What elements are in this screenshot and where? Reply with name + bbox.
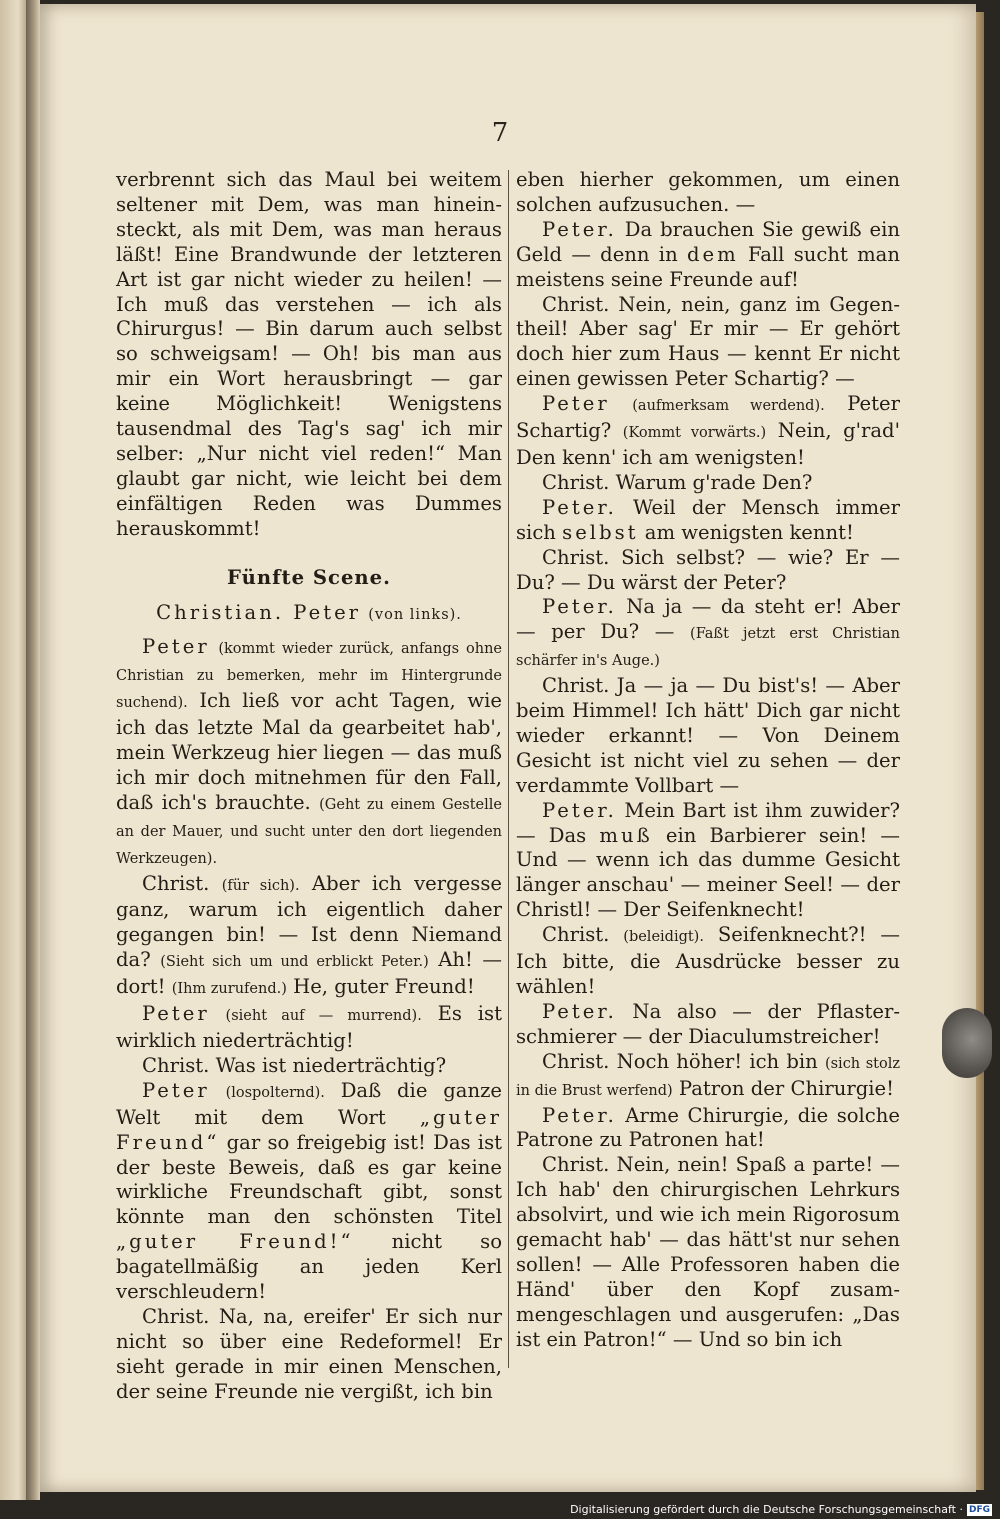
speech-text: Nein, nein, ganz im Gegentheil! Aber sag' Er mir — Er gehört doch hier zum Haus — kennt Er nicht einen gewissen Peter Schartig? — bbox=[516, 292, 900, 391]
speech-text: Aber ich vergesse ganz, warum ich eigentlich daher gegangen bin! — Ist denn Niemand da? bbox=[116, 871, 502, 972]
speaker-name: Christ. bbox=[142, 871, 210, 895]
speech-christ bbox=[516, 674, 900, 799]
previous-page-edge bbox=[0, 0, 26, 1500]
speech-text: Noch höher! ich bin bbox=[616, 1049, 818, 1073]
scene-heading: Fünfte Scene. bbox=[227, 565, 391, 589]
speech-peter bbox=[116, 635, 502, 871]
page-clip bbox=[942, 1008, 992, 1078]
speech-text: Was ist niederträchtig? bbox=[215, 1053, 447, 1077]
stage-direction: (aufmerksam werdend). bbox=[632, 398, 825, 415]
stage-direction: (sich stolz in die Brust werfend) bbox=[516, 1055, 900, 1099]
right-column bbox=[516, 168, 900, 1353]
cast-names: Christian. Peter bbox=[156, 600, 362, 624]
speech-text: Ja — ja — Du bist's! — Aber beim Himmel! Ich hätt' Dich gar nicht wieder erkannt! — Von Deinem Gesicht ist nicht viel zu sehen — der verdammte Vollbart — bbox=[516, 674, 900, 797]
speech-text: Daß die ganze Welt mit dem Wort bbox=[116, 1078, 502, 1129]
stage-direction: (beleidigt). bbox=[623, 929, 704, 946]
speaker-name: Peter. bbox=[542, 217, 617, 241]
speech-peter bbox=[116, 1079, 502, 1305]
speech-text: Ah! — dort! bbox=[116, 948, 503, 999]
stage-direction: (von links). bbox=[368, 606, 462, 623]
speaker-name: Peter bbox=[142, 635, 210, 659]
speech-text: nicht so bagatellmäßig an jeden Kerl verschleudern! bbox=[116, 1230, 502, 1304]
speech-text: Nein, nein! Spaß a parte! — Ich hab' den chirurgischen Lehrkurs absolvirt, und wie ich mein Rigorosum gemacht hab' — das hätt'st nur sehen sollen! — Alle Professoren haben die Händ' über den Kopf zusammengeschlagen und ausgerufen: „Das ist ein Patron!“ — Und so bin ich bbox=[516, 1153, 900, 1351]
speech-text: Nein, g'rad' Den kenn' ich am wenigsten! bbox=[516, 419, 900, 469]
speech-christ bbox=[116, 1054, 502, 1079]
digitization-credit bbox=[570, 1500, 992, 1519]
emphasis: selbst bbox=[562, 520, 639, 544]
speech-peter bbox=[516, 392, 900, 471]
speech-text: am wenigsten kennt! bbox=[644, 520, 854, 544]
speech-peter bbox=[516, 1000, 900, 1050]
speaker-name: Christ. bbox=[542, 674, 610, 698]
speech-christ bbox=[116, 872, 502, 1003]
speaker-name: Peter bbox=[142, 1002, 210, 1026]
speaker-name: Christ. bbox=[142, 1304, 210, 1328]
left-column bbox=[116, 168, 502, 1405]
stage-direction: (für sich). bbox=[221, 877, 300, 894]
page-number: 7 bbox=[491, 118, 509, 148]
speech-text: Na also — der Pflasterschmierer — der Diaculumstreicher! bbox=[516, 999, 900, 1048]
speech-text: Sich selbst? — wie? Er — Du? — Du wärst der Peter? bbox=[516, 545, 900, 594]
speech-text: Seifenknecht?! — Ich bitte, die Ausdrücke besser zu wählen! bbox=[516, 923, 900, 998]
scene-cast bbox=[116, 601, 502, 628]
speech-peter bbox=[116, 1002, 502, 1054]
speech-peter bbox=[516, 595, 900, 674]
speech-christ bbox=[116, 1305, 502, 1405]
speech-peter bbox=[516, 1104, 900, 1154]
stage-direction: (Ihm zurufend.) bbox=[171, 981, 287, 998]
speaker-name: Christ. bbox=[142, 1053, 210, 1077]
speech-christ bbox=[516, 293, 900, 393]
dfg-logo: DFG bbox=[968, 1505, 990, 1515]
speaker-name: Christ. bbox=[542, 1153, 610, 1177]
speech-text: He, guter Freund! bbox=[293, 975, 475, 999]
speech-text: Na, na, ereifer' Er sich nur nicht so über eine Redeformel! Er sieht gerade in mir einen Menschen, der seine Freunde nie vergißt, ich bin bbox=[116, 1304, 502, 1403]
paragraph: eben hierher gekommen, um einen solchen aufzusuchen. — bbox=[516, 168, 900, 216]
speech-text: Patron der Chirurgie! bbox=[678, 1076, 895, 1100]
speech-text: Weil der Mensch immer sich bbox=[516, 495, 900, 544]
speech-text: Ich ließ vor acht Tagen, wie ich das letzte Mal da gearbeitet hab', mein Werkzeug hier liegen — das muß ich mir doch mitnehmen für den Fall, daß ich's brauchte. bbox=[116, 689, 503, 814]
speaker-name: Peter bbox=[142, 1078, 210, 1102]
speech-text: gar so freigebig ist! Das ist der beste Beweis, daß es gar keine wirkliche Freundschaft gibt, sonst könnte man den schönsten Titel bbox=[116, 1130, 503, 1229]
speaker-name: Peter bbox=[542, 392, 610, 416]
speech-text: Es ist wirklich niederträchtig! bbox=[116, 1002, 502, 1052]
speech-christ bbox=[516, 1153, 900, 1352]
speaker-name: Christ. bbox=[542, 470, 610, 494]
stage-direction: (Faßt jetzt erst Christian schärfer in's Auge.) bbox=[516, 626, 900, 670]
stage-direction: (sieht auf — murrend). bbox=[225, 1008, 422, 1025]
speaker-name: Peter. bbox=[542, 999, 617, 1023]
speech-text: Warum g'rade Den? bbox=[615, 470, 813, 494]
stage-direction: (Sieht sich um und erblickt Peter.) bbox=[160, 954, 429, 971]
stage-direction: (Kommt vorwärts.) bbox=[622, 425, 767, 442]
credit-text: Digitalisierung gefördert durch die Deutsche Forschungsgemeinschaft · bbox=[570, 1503, 963, 1516]
emphasis: muß bbox=[599, 823, 653, 847]
speaker-name: Christ. bbox=[542, 1049, 610, 1073]
speaker-name: Peter. bbox=[542, 1103, 617, 1127]
speech-text: ein Barbierer sein! — Und — wenn ich das dumme Gesicht länger anschau' — meiner Seel! — der Christl! — Der Seifenknecht! bbox=[516, 823, 900, 922]
speech-text: Na ja — da steht er! Aber — per Du? — bbox=[516, 595, 900, 644]
emphasis: „guter Freund“ bbox=[116, 1105, 502, 1154]
speech-text: Fall sucht man meistens seine Freunde auf! bbox=[516, 242, 900, 291]
speaker-name: Peter. bbox=[542, 595, 617, 619]
speech-christ bbox=[516, 546, 900, 596]
speech-peter bbox=[516, 496, 900, 546]
speech-text: Da brauchen Sie gewiß ein Geld — denn in bbox=[516, 217, 900, 266]
emphasis: „guter Freund!“ bbox=[116, 1230, 354, 1254]
speaker-name: Peter. bbox=[542, 495, 617, 519]
emphasis: dem bbox=[686, 242, 739, 266]
speech-text: Arme Chirurgie, die solche Patrone zu Patronen hat! bbox=[516, 1103, 900, 1152]
speaker-name: Christ. bbox=[542, 545, 610, 569]
stage-direction: (Geht zu einem Gestelle an der Mauer, und sucht unter den dort liegenden Werkzeugen). bbox=[116, 796, 502, 867]
speech-christ bbox=[516, 471, 900, 496]
column-divider bbox=[508, 170, 509, 1368]
speaker-name: Christ. bbox=[542, 923, 610, 947]
speech-peter bbox=[516, 218, 900, 293]
book-gutter bbox=[26, 0, 40, 1500]
stage-direction: (kommt wieder zurück, anfangs ohne Christian zu bemerken, mehr im Hintergrunde suchend). bbox=[116, 641, 503, 712]
speech-christ bbox=[516, 923, 900, 1000]
speech-text: Mein Bart ist ihm zuwider? — Das bbox=[516, 798, 901, 847]
speaker-name: Christ. bbox=[542, 292, 610, 316]
speech-christ bbox=[516, 1050, 900, 1104]
speech-text: Peter Schartig? bbox=[516, 392, 900, 443]
speech-peter bbox=[516, 799, 900, 924]
speaker-name: Peter. bbox=[542, 798, 617, 822]
paragraph: verbrennt sich das Maul bei weitem seltener mit Dem, was man hineinsteckt, als mit Dem, was man heraus läßt! Eine Brandwunde der letzteren Art ist gar nicht wieder zu heilen! — Ich muß das verstehen — ich als Chirurgus! — Bin darum auch selbst so schweigsam! — Oh! bis man aus mir ein Wort herausbringt — gar keine Möglichkeit! Wenigstens tausendmal des Tag's sag' ich mir selber: „Nur nicht viel reden!“ Man glaubt gar nicht, wie leicht bei dem einfältigen Reden was Dummes herauskommt! bbox=[116, 168, 502, 540]
stage-direction: (lospolternd). bbox=[225, 1084, 325, 1101]
